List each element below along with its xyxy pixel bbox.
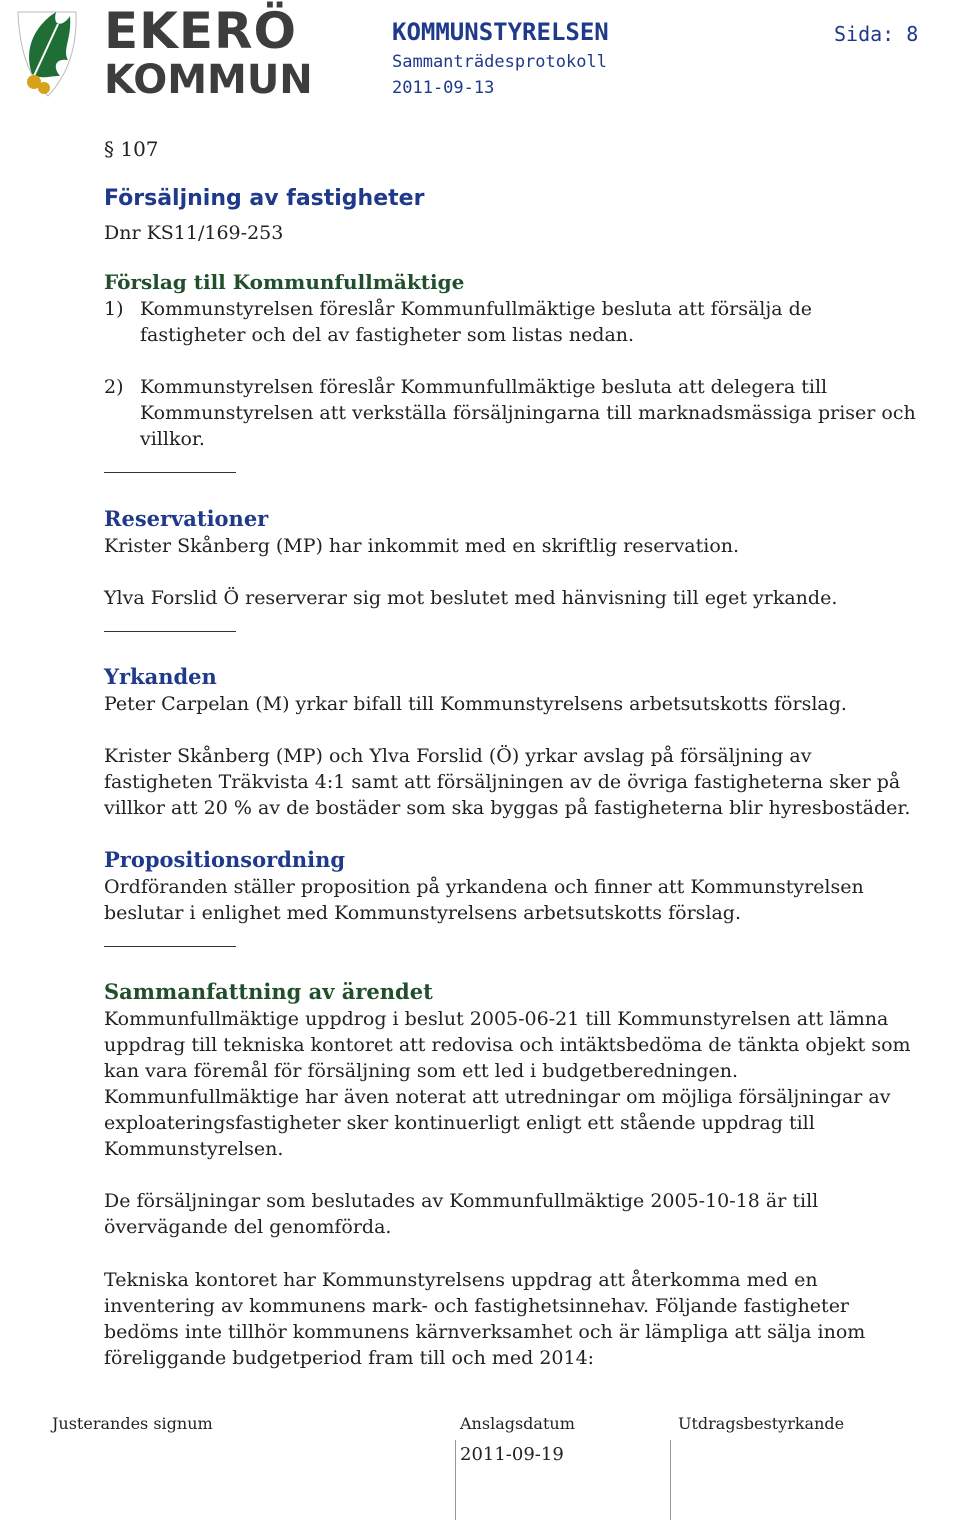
reservations-heading: Reservationer (104, 506, 269, 531)
summary-p1-line1: Kommunfullmäktige uppdrog i beslut 2005-06-21 till Kommunstyrelsen att lämna (104, 1008, 889, 1030)
posting-date: 2011-09-19 (460, 1444, 564, 1465)
summary-p1-line4: Kommunfullmäktige har även noterat att utredningar om möjliga försäljningar av (104, 1086, 891, 1108)
motions-heading: Yrkanden (104, 664, 217, 689)
posting-date-label: Anslagsdatum (460, 1414, 575, 1433)
certification-label: Utdragsbestyrkande (678, 1414, 845, 1433)
motion-text-2-line1: Krister Skånberg (MP) och Ylva Forslid (Ö) yrkar avslag på försäljning av (104, 745, 812, 767)
paragraph-number: § 107 (104, 137, 159, 161)
signature-label: Justerandes signum (52, 1414, 213, 1433)
reservation-text-2: Ylva Forslid Ö reserverar sig mot beslutet med hänvisning till eget yrkande. (104, 587, 838, 609)
meeting-date: 2011-09-13 (392, 78, 495, 98)
summary-p3-line3: bedöms inte tillhör kommunens kärnverksamhet och är lämpliga att sälja inom (104, 1321, 866, 1343)
motion-text-2-line2: fastigheten Träkvista 4:1 samt att försäljningen av de övriga fastigheterna sker på (104, 771, 901, 793)
summary-p1-line5: exploateringsfastigheter sker kontinuerligt enligt ett stående uppdrag till (104, 1112, 815, 1134)
proposal-item-2-line1: Kommunstyrelsen föreslår Kommunfullmäktige besluta att delegera till (140, 376, 828, 398)
document-type: Sammanträdesprotokoll (392, 52, 607, 72)
motion-text-2-line3: villkor att 20 % av de bostäder som ska byggas på fastigheterna blir hyresbostäder. (104, 797, 911, 819)
proposition-line1: Ordföranden ställer proposition på yrkandena och finner att Kommunstyrelsen (104, 876, 864, 898)
reservation-text-1: Krister Skånberg (MP) har inkommit med en skriftlig reservation. (104, 535, 740, 557)
proposal-item-1-line2: fastigheter och del av fastigheter som listas nedan. (140, 324, 635, 346)
divider (104, 472, 236, 473)
divider (104, 631, 236, 632)
motion-text-1: Peter Carpelan (M) yrkar bifall till Kommunstyrelsens arbetsutskotts förslag. (104, 693, 847, 715)
proposition-heading: Propositionsordning (104, 847, 346, 872)
section-title: Försäljning av fastigheter (104, 186, 425, 211)
proposal-item-2-line3: villkor. (140, 428, 205, 450)
summary-heading: Sammanfattning av ärendet (104, 979, 433, 1004)
case-number: Dnr KS11/169-253 (104, 222, 284, 244)
divider (104, 946, 236, 947)
ekero-kommun-logo (12, 2, 313, 103)
summary-p1-line2: uppdrag till tekniska kontoret att redovisa och intäktsbedöma de tänkta objekt som (104, 1034, 911, 1056)
proposal-heading: Förslag till Kommunfullmäktige (104, 270, 465, 294)
proposition-line2: beslutar i enlighet med Kommunstyrelsens arbetsutskotts förslag. (104, 902, 742, 924)
summary-p2-line2: övervägande del genomförda. (104, 1216, 392, 1238)
logo-line2: KOMMUN (104, 57, 313, 103)
summary-p3-line4: föreliggande budgetperiod fram till och med 2014: (104, 1347, 595, 1369)
summary-p3-line1: Tekniska kontoret har Kommunstyrelsens uppdrag att återkomma med en (104, 1269, 818, 1291)
organization-name: KOMMUNSTYRELSEN (392, 18, 609, 46)
summary-p1-line6: Kommunstyrelsen. (104, 1138, 284, 1160)
proposal-item-1-number: 1) (104, 298, 124, 320)
summary-p3-line2: inventering av kommunens mark- och fastighetsinnehav. Följande fastigheter (104, 1295, 850, 1317)
logo-wordmark (104, 2, 313, 103)
footer-divider (455, 1440, 456, 1520)
summary-p1-line3: kan vara föremål för försäljning som ett led i budgetberedningen. (104, 1060, 739, 1082)
oak-leaf-icon (12, 4, 98, 100)
proposal-item-2-line2: Kommunstyrelsen att verkställa försäljningarna till marknadsmässiga priser och (140, 402, 916, 424)
logo-line1: EKERÖ (104, 2, 298, 60)
page-number: Sida: 8 (834, 22, 919, 46)
footer-divider (670, 1440, 671, 1520)
proposal-item-2-number: 2) (104, 376, 124, 398)
summary-p2-line1: De försäljningar som beslutades av Kommunfullmäktige 2005-10-18 är till (104, 1190, 819, 1212)
proposal-item-1-line1: Kommunstyrelsen föreslår Kommunfullmäktige besluta att försälja de (140, 298, 813, 320)
